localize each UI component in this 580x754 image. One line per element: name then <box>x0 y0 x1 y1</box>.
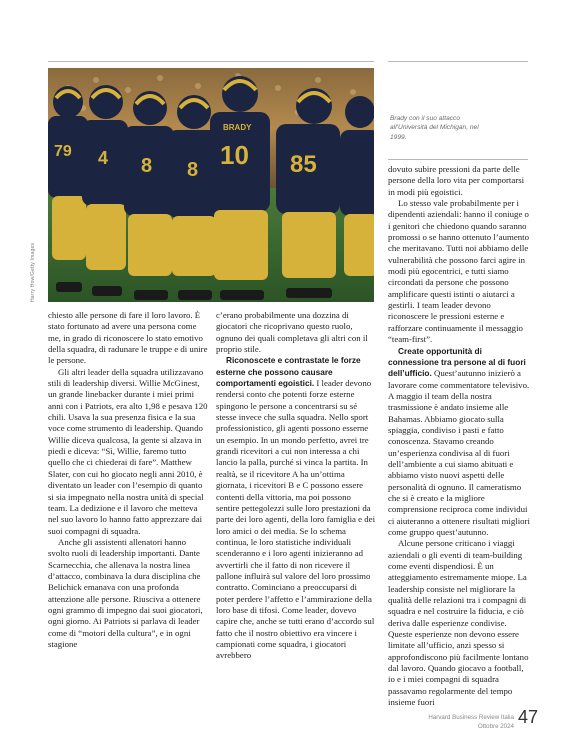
team-huddle-photo <box>48 68 374 302</box>
col2-paragraph-1: c’erano probabilmente una dozzina di giocatori che ricoprivano questo ruolo, ognuno dei quali completava gli altri con il proprio stile. <box>216 310 368 355</box>
jersey-number-4: 4 <box>98 148 109 168</box>
jersey-number-79: 79 <box>54 143 72 160</box>
jersey-name-brady: BRADY <box>223 123 252 132</box>
page-number: 47 <box>518 707 539 727</box>
footer-issue-date: Ottobre 2024 <box>477 722 514 730</box>
column-3 <box>388 164 530 709</box>
col3-paragraph-2: Lo stesso vale probabilmente per i dipendenti aziendali: hanno il coniuge o i genitori che chiedono quando saranno promossi o se hanno ottenuto l’aumento che meritavano. Tutti noi abbiamo delle vulnerabilità che possono farci agire in modi più egocentrici, e tutti siamo circondati da persone che possono amplificare questi istinti o aiutarci a gestirli. I team leader devono riconoscere le pressioni esterne e rafforzare continuamente il messaggio “team-first”. <box>388 198 529 345</box>
footer-magazine-name: Harvard Business Review Italia <box>428 714 514 721</box>
col1-paragraph-3: Anche gli assistenti allenatori hanno svolto ruoli di leadership importanti. Dante Scarnecchia, che allenava la nostra linea d’attacco, combinava la dura disciplina che Belichick emanava con una profonda attenzione alle persone. Riusciva a ottenere ogni grammo di impegno dai suoi giocatori, ogni giorno. Ai Patriots si parlava di leader come di “motori della cultura”, e in ogni stagione <box>48 536 203 649</box>
top-rule-left <box>48 61 374 62</box>
footer-publication <box>392 714 514 731</box>
col1-paragraph-1: chiesto alle persone di fare il loro lavoro. È stato fortunato ad avere una persona come me, in grado di riconoscere lo stato emotivo della squadra, di radunare le truppe e di unire le persone. <box>48 310 208 366</box>
photo-caption: Brady con il suo attacco all’Università del Michigan, nel 1999. <box>390 115 479 141</box>
col1-paragraph-2: Gli altri leader della squadra utilizzavano stili di leadership diversi. Willie McGinest, un grande linebacker durante i miei primi anni con i Patriots, era alto 1,98 e pesava 120 chili. Usava la sua presenza fisica e la sua voce come strumento di leadership. Quando Willie diceva qualcosa, la gente si alzava in piedi e diceva: “Sì, Willie, faremo tutto quello che ci chiederai di fare”. Matthew Slater, con cui ho giocato negli anni 2010, è diventato un leader con l’esempio di quanto si sia impegnato nella nostra unità di special team. La dedizione e il lavoro che metteva nel suo lavoro lo hanno fatto apprezzare dai suoi compagni di squadra. <box>48 366 208 536</box>
photo-credit: Harry How/Getty Images <box>30 242 36 302</box>
col3-paragraph-3 <box>388 346 530 539</box>
col2-paragraph-2 <box>216 355 376 661</box>
col3-paragraph-3-text: Quest’autunno inizierò a lavorare come commentatore televisivo. A maggio il team della nostra trasmissione è andato insieme alle Bahamas. Abbiamo giocato sulla spiaggia, condiviso i pasti e fatto conoscenza. Stavamo creando un’esperienza condivisa al di fuori dell’ambiente a cui siamo abituati e abbiamo visto nuovi aspetti delle personalità di ognuno. Il cameratismo che si è creato e la migliore comprensione reciproca come individui ci aiuteranno a ottenere risultati migliori come gruppo quest’autunno. <box>388 368 530 537</box>
jersey-number-10: 10 <box>220 140 249 170</box>
col3-paragraph-4: Alcune persone criticano i viaggi aziendali o gli eventi di team-building come eventi dispendiosi. È un atteggiamento estremamente miope. La leadership consiste nel migliorare la qualità delle relazioni tra i compagni di squadra e nel costruire la fiducia, e ciò deriva dalle esperienze condivise. Queste esperienze non devono essere limitate all’ufficio, anzi spesso si approfondiscono più facilmente lontano dal lavoro. Quando giocavo a football, io e i miei compagni di squadra passavamo regolarmente del tempo insieme fuori <box>388 538 529 708</box>
jersey-number-8-center: 8 <box>187 159 199 181</box>
col2-paragraph-2-text: I leader devono rendersi conto che potenti forze esterne spingono le persone a concentrarsi su sé stesse invece che sulla squadra. Nello sport professionistico, gli agenti possono esserne un esempio. In un mondo perfetto, avrei tre grandi ricevitori a cui non interessa a chi lancio la palla, purché si vinca la partita. In realtà, se il ricevitore A ha un’ottima giornata, i ricevitori B e C possono essere contenti della vittoria, ma poi possono sentire pettegolezzi sulle loro prestazioni da parte dei loro agenti, della loro famiglia e dei loro amici o dei media. Se lo schema continua, le loro statistiche individuali scenderanno e i loro agenti inizieranno ad avvertirli che il fatto di non ricevere il pallone influirà sul valore del loro prossimo contratto. Cominciano a preoccuparsi di poter perdere l’affetto e l’ammirazione della loro base di tifosi. Come leader, dovevo capire che, anche se tutti erano d’accordo sul fatto che il nostro obiettivo era vincere i campionati come squadra, i giocatori avrebbero <box>216 378 376 661</box>
col3-heading: Create opportunità di connessione tra persone al di fuori dell’ufficio. <box>388 345 526 379</box>
column-2 <box>216 310 376 662</box>
top-rule-right <box>388 61 528 62</box>
col3-paragraph-1: dovuto subire pressioni da parte delle persone della loro vita per comportarsi in modi più egoistici. <box>388 164 525 197</box>
jersey-number-8-left: 8 <box>141 155 153 177</box>
caption-rule <box>388 159 528 160</box>
photo-illustration <box>48 68 374 302</box>
col2-heading: Riconoscete e contrastate le forze esterne che possono causare comportamenti egoistici. <box>216 355 361 389</box>
jersey-number-85: 85 <box>290 151 317 178</box>
column-1 <box>48 310 208 650</box>
